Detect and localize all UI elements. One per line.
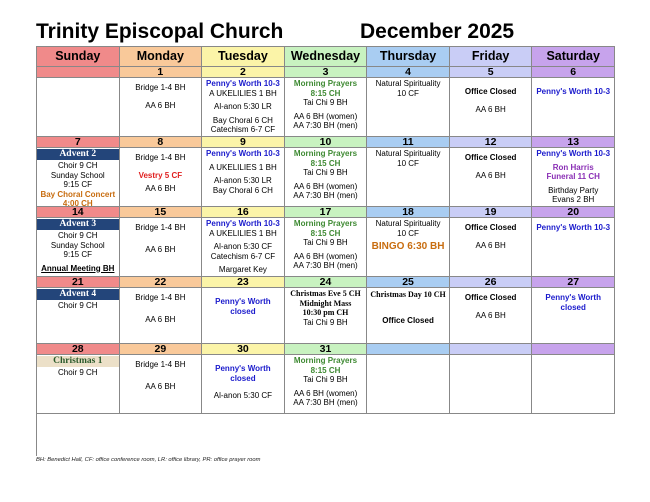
- date-number: 28: [37, 344, 120, 355]
- event: AA 6 BH: [145, 244, 176, 254]
- event: Choir 9 CH: [57, 161, 98, 170]
- event: A UKELILIES 1 BH: [209, 228, 277, 238]
- event: Sunday School: [50, 170, 105, 180]
- day-cell: [37, 218, 120, 277]
- date-number: 25: [367, 277, 450, 288]
- date-number: 12: [450, 137, 533, 148]
- event: Annual Meeting BH: [41, 263, 115, 273]
- event: Birthday Party: [548, 185, 599, 195]
- event: Bridge 1-4 BH: [135, 153, 186, 162]
- day-cell: [532, 218, 615, 277]
- event: Margaret Key: [218, 265, 267, 274]
- event: Tai Chi 9 BH: [303, 98, 348, 107]
- event: Choir 9 CH: [57, 368, 98, 377]
- event: AA 6 BH: [475, 310, 506, 320]
- event: Ron Harris: [552, 162, 594, 172]
- event: Penny's Worth 10-3: [536, 223, 611, 232]
- event: Funeral 11 CH: [546, 172, 600, 181]
- event: Vestry 5 CF: [138, 170, 183, 180]
- event: Tai Chi 9 BH: [303, 317, 348, 327]
- event: AA 6 BH (women): [293, 388, 358, 398]
- date-number: 1: [120, 67, 203, 78]
- event: closed: [560, 302, 586, 312]
- event: Natural Spirituality: [375, 219, 441, 228]
- event: Bridge 1-4 BH: [135, 223, 186, 232]
- day-cell: [202, 218, 285, 277]
- event: 10 CF: [397, 88, 419, 98]
- event: Bay Choral 6 CH: [212, 115, 273, 125]
- event: Tai Chi 9 BH: [303, 375, 348, 384]
- date-number: 6: [532, 67, 615, 78]
- date-number: 31: [285, 344, 368, 355]
- day-cell: [37, 355, 120, 414]
- date-number: 26: [450, 277, 533, 288]
- day-cell: [120, 355, 203, 414]
- event: closed: [230, 306, 256, 316]
- day-cell: [450, 355, 533, 414]
- event: 9:15 CF: [63, 250, 93, 259]
- event: Sunday School: [50, 240, 105, 250]
- event: Bay Choral Concert: [40, 189, 116, 199]
- date-number: [532, 344, 615, 355]
- event: AA 6 BH (women): [293, 111, 358, 121]
- date-number: 24: [285, 277, 368, 288]
- event: AA 6 BH: [475, 104, 506, 114]
- event: Office Closed: [464, 293, 517, 302]
- event: Catechism 6-7 CF: [210, 125, 276, 134]
- day-cell: [202, 148, 285, 207]
- advent-banner: Advent 2: [37, 149, 119, 160]
- event: Office Closed: [382, 315, 434, 325]
- day-cell: [202, 78, 285, 137]
- event: 8:15 CH: [310, 158, 341, 168]
- event: AA 6 BH: [475, 170, 506, 180]
- event: Tai Chi 9 BH: [303, 168, 348, 177]
- event: Al-anon 5:30 LR: [214, 176, 272, 185]
- event: Bay Choral 6 CH: [212, 185, 273, 195]
- day-cell: [285, 218, 368, 277]
- event: A UKELILIES 1 BH: [209, 88, 277, 98]
- event: A UKELILIES 1 BH: [209, 162, 277, 172]
- day-cell: [367, 218, 450, 277]
- event: 9:15 CF: [63, 180, 93, 189]
- event: Christmas Day 10 CH: [370, 290, 446, 299]
- event: Penny's Worth: [545, 293, 601, 302]
- header-saturday: Saturday: [532, 47, 615, 67]
- date-number: [450, 344, 533, 355]
- header-thursday: Thursday: [367, 47, 450, 67]
- date-number: 10: [285, 137, 368, 148]
- date-number: 8: [120, 137, 203, 148]
- day-cell: [120, 288, 203, 344]
- event: Penny's Worth 10-3: [206, 79, 280, 88]
- event: Morning Prayers: [293, 149, 358, 158]
- date-number: 21: [37, 277, 120, 288]
- date-number: 13: [532, 137, 615, 148]
- date-number: 14: [37, 207, 120, 218]
- legend-footnote: BH: Benedict Hall, CF: office conference room, LR: office library, PR: office prayer room: [36, 457, 261, 463]
- date-number: [37, 67, 120, 78]
- day-cell: [120, 78, 203, 137]
- event: 8:15 CH: [310, 228, 341, 238]
- day-cell: [202, 355, 285, 414]
- event: Office Closed: [464, 153, 517, 162]
- header-monday: Monday: [120, 47, 203, 67]
- event: 4:00 CH: [62, 199, 93, 207]
- header-wednesday: Wednesday: [285, 47, 368, 67]
- date-number: 18: [367, 207, 450, 218]
- event: Morning Prayers: [293, 219, 358, 228]
- day-cell: [37, 78, 120, 137]
- event: 8:15 CH: [310, 88, 341, 98]
- day-cell: [367, 78, 450, 137]
- event: Midnight Mass: [299, 298, 352, 308]
- event: Natural Spirituality: [375, 149, 441, 158]
- header-tuesday: Tuesday: [202, 47, 285, 67]
- event: closed: [230, 373, 256, 383]
- event: AA 6 BH: [145, 381, 176, 391]
- event: Penny's Worth: [215, 364, 271, 373]
- day-cell: [285, 78, 368, 137]
- event: Christmas Eve 5 CH: [290, 289, 361, 298]
- date-number: 20: [532, 207, 615, 218]
- day-cell: [450, 218, 533, 277]
- event: Penny's Worth 10-3: [206, 219, 280, 228]
- date-number: 29: [120, 344, 203, 355]
- day-cell: [285, 288, 368, 344]
- event: Choir 9 CH: [57, 301, 98, 310]
- day-cell: [367, 355, 450, 414]
- date-number: 19: [450, 207, 533, 218]
- event: Office Closed: [464, 223, 517, 232]
- event: BINGO 6:30 BH: [371, 241, 445, 252]
- event: 10 CF: [397, 158, 419, 168]
- day-cell: [120, 218, 203, 277]
- date-number: 2: [202, 67, 285, 78]
- event: Office Closed: [464, 87, 517, 96]
- event: Natural Spirituality: [375, 79, 441, 88]
- advent-banner: Advent 3: [37, 219, 119, 230]
- event: AA 6 BH: [145, 184, 176, 193]
- event: Bridge 1-4 BH: [135, 83, 186, 92]
- event: 8:15 CH: [310, 365, 341, 375]
- event: Al-anon 5:30 CF: [213, 391, 273, 400]
- event: Catechism 6-7 CF: [210, 251, 276, 261]
- date-number: 30: [202, 344, 285, 355]
- day-cell: [367, 288, 450, 344]
- day-cell: [37, 148, 120, 207]
- event: AA 6 BH (women): [293, 181, 358, 191]
- christmas-banner: Christmas 1: [37, 356, 119, 367]
- day-cell: [120, 148, 203, 207]
- day-cell: [285, 148, 368, 207]
- event: AA 7:30 BH (men): [293, 261, 358, 270]
- date-number: 27: [532, 277, 615, 288]
- event: 10:30 pm CH: [302, 308, 349, 317]
- header-sunday: Sunday: [37, 47, 120, 67]
- event: AA 7:30 BH (men): [293, 121, 358, 130]
- day-cell: [367, 148, 450, 207]
- event: AA 6 BH: [145, 314, 176, 324]
- event: Morning Prayers: [293, 79, 358, 88]
- event: AA 7:30 BH (men): [293, 191, 358, 200]
- event: AA 6 BH: [475, 240, 506, 250]
- date-number: 9: [202, 137, 285, 148]
- church-title: Trinity Episcopal Church: [36, 20, 284, 43]
- date-number: 22: [120, 277, 203, 288]
- date-number: 15: [120, 207, 203, 218]
- day-cell: [532, 148, 615, 207]
- event: Penny's Worth 10-3: [536, 149, 611, 158]
- event: Penny's Worth 10-3: [206, 149, 280, 158]
- month-title: December 2025: [360, 20, 515, 43]
- day-cell: [37, 288, 120, 344]
- event: Bridge 1-4 BH: [135, 360, 186, 369]
- event: Al-anon 5:30 CF: [213, 242, 273, 251]
- day-cell: [202, 288, 285, 344]
- calendar-grid: [36, 46, 615, 456]
- date-number: 16: [202, 207, 285, 218]
- event: AA 7:30 BH (men): [293, 398, 358, 407]
- event: 10 CF: [397, 228, 419, 238]
- date-number: 17: [285, 207, 368, 218]
- day-cell: [285, 355, 368, 414]
- event: AA 6 BH (women): [293, 251, 358, 261]
- date-number: [367, 344, 450, 355]
- day-cell: [532, 355, 615, 414]
- date-number: 11: [367, 137, 450, 148]
- event: Bridge 1-4 BH: [135, 293, 186, 302]
- date-number: 4: [367, 67, 450, 78]
- event: AA 6 BH: [145, 100, 176, 110]
- day-cell: [532, 78, 615, 137]
- date-number: 3: [285, 67, 368, 78]
- date-number: 7: [37, 137, 120, 148]
- date-number: 23: [202, 277, 285, 288]
- event: Penny's Worth: [215, 297, 271, 306]
- event: Choir 9 CH: [57, 231, 98, 240]
- event: Penny's Worth 10-3: [536, 87, 611, 96]
- day-cell: [450, 78, 533, 137]
- advent-banner: Advent 4: [37, 289, 119, 300]
- day-cell: [532, 288, 615, 344]
- event: Al-anon 5:30 LR: [214, 102, 272, 111]
- day-cell: [450, 288, 533, 344]
- header-friday: Friday: [450, 47, 533, 67]
- event: Morning Prayers: [293, 356, 358, 365]
- date-number: 5: [450, 67, 533, 78]
- event: Tai Chi 9 BH: [303, 238, 348, 247]
- day-cell: [450, 148, 533, 207]
- event: Evans 2 BH: [552, 195, 595, 204]
